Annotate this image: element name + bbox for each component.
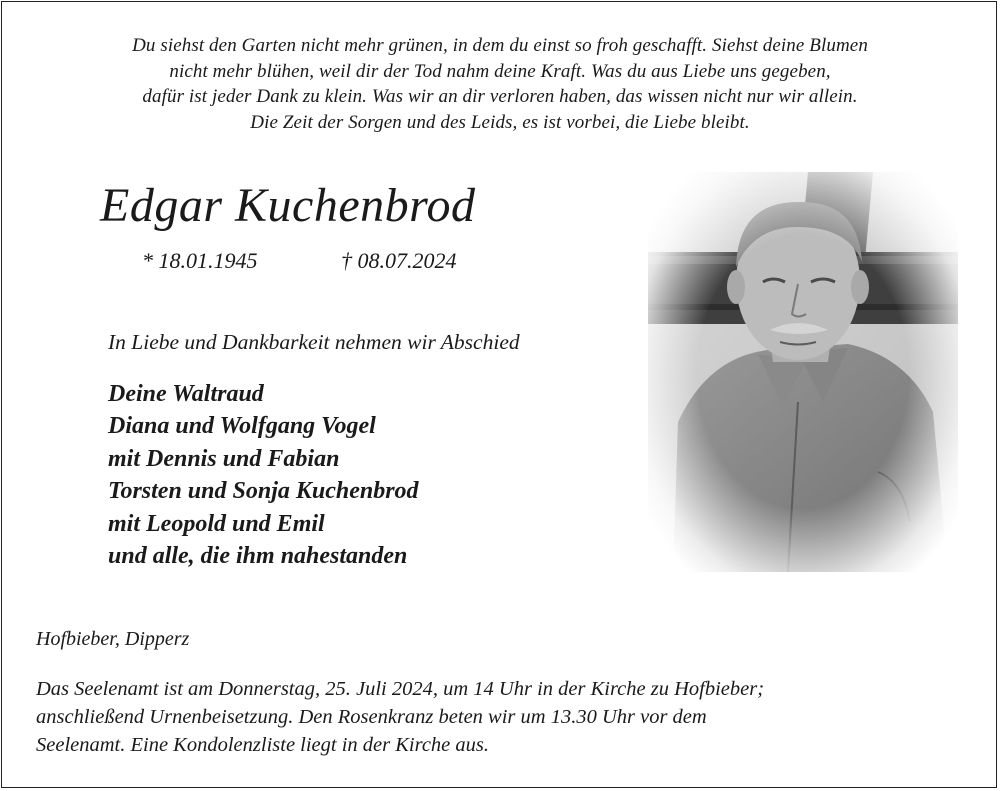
poem-line: Du siehst den Garten nicht mehr grünen, in dem du einst so froh geschafft. Siehst deine Blumen [132,35,868,56]
poem-line: dafür ist jeder Dank zu klein. Was wir an dir verloren haben, das wissen nicht nur wir allein. [142,86,858,107]
deceased-name: Edgar Kuchenbrod [100,179,476,232]
service-line: Das Seelenamt ist am Donnerstag, 25. Juli 2024, um 14 Uhr in der Kirche zu Hofbieber; [36,678,765,700]
mourner-entry: Torsten und Sonja Kuchenbrod [108,478,419,505]
service-info [36,675,966,759]
place-names: Hofbieber, Dipperz [36,628,190,650]
mourner-entry: Diana und Wolfgang Vogel [108,413,376,440]
service-line: Seelenamt. Eine Kondolenzliste liegt in der Kirche aus. [36,734,490,756]
farewell-line: In Liebe und Dankbarkeit nehmen wir Abschied [108,330,520,354]
poem-line: nicht mehr blühen, weil dir der Tod nahm deine Kraft. Was du aus Liebe uns gegeben, [169,60,831,82]
mourner-entry: mit Dennis und Fabian [108,445,340,472]
mourners-list [108,378,419,572]
memorial-poem [20,33,980,135]
mourner-entry: mit Leopold und Emil [108,510,325,537]
poem-line: Die Zeit der Sorgen und des Leids, es ist vorbei, die Liebe bleibt. [250,111,750,133]
mourner-entry: Deine Waltraud [108,381,264,407]
death-date: † 08.07.2024 [341,248,457,273]
portrait-photo [648,172,958,572]
mourner-entry: und alle, die ihm nahestanden [108,543,408,570]
service-line: anschließend Urnenbeisetzung. Den Rosenkranz beten wir um 13.30 Uhr vor dem [36,706,707,728]
birth-date: * 18.01.1945 [142,248,258,273]
